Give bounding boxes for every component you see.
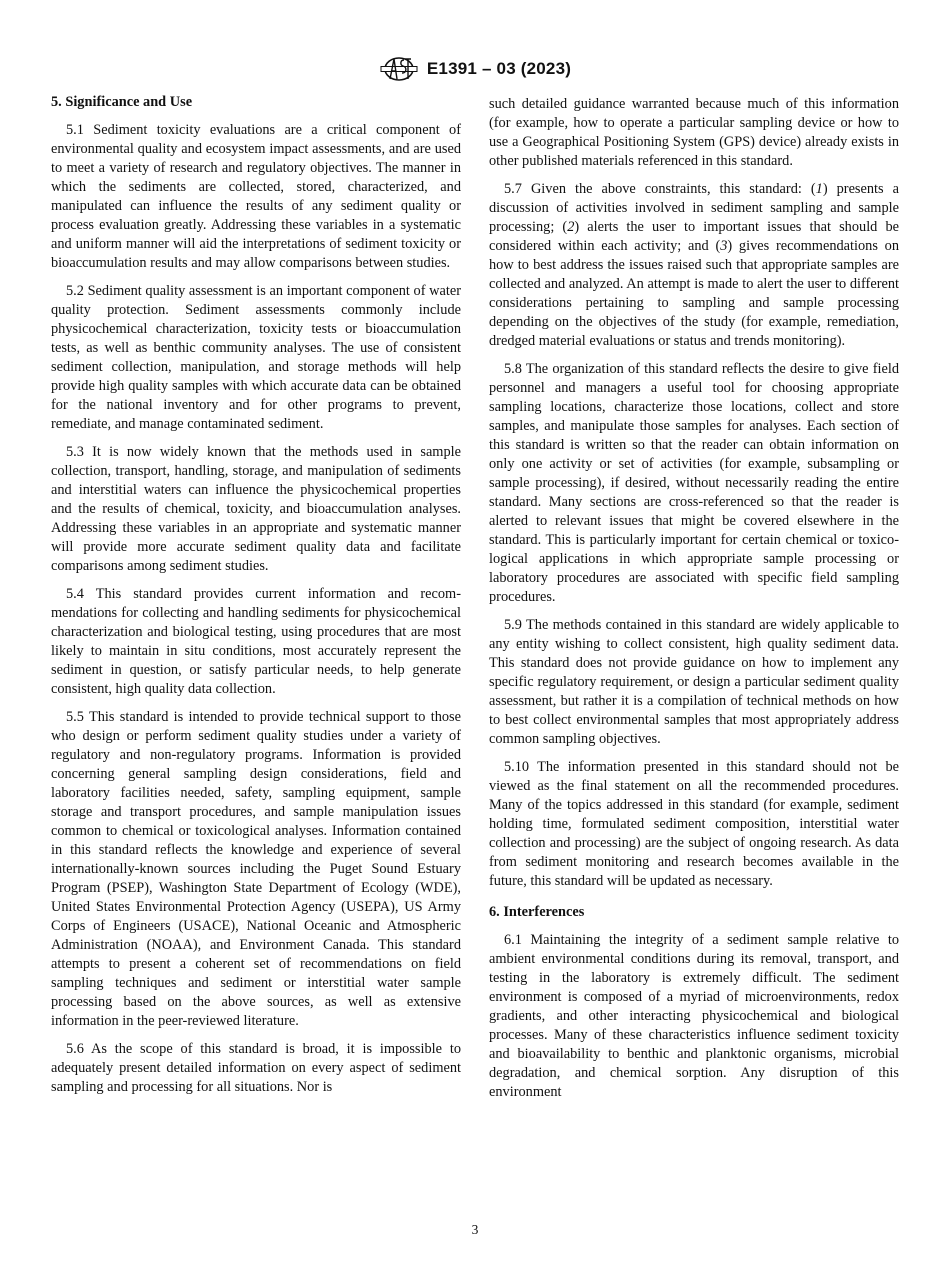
paragraph-5-6: 5.6 As the scope of this standard is broad, it is impossible to adequately present detailed information on every aspect of sediment sampling and processing for all situations. Nor is [51, 1041, 461, 1095]
astm-logo-icon [379, 54, 419, 84]
paragraph-5-9: 5.9 The methods contained in this standard are widely applicable to any entity wishing to collect consistent, high quality sediment data. This standard does not provide guidance on how to implement any specific regulatory requirement, or design a particular sediment quality assessment, but rather it is a compilation of technical methods on how to best collect environmental samples that most appropriately address common sampling objectives. [489, 617, 899, 747]
paragraph-5-1: 5.1 Sediment toxicity evaluations are a critical component of environmental quality and ecosystem impact assessments, and are used to meet a variety of research and regulatory objectives. The manner in which the sediments are collected, stored, characterized, and manipulated can influence the results of any sediment quality or process evaluation greatly. Addressing these variables in a systematic and uniform manner will aid the interpretations of sediment toxicity or bioaccumulation results and may allow comparisons between studies. [51, 122, 461, 271]
page-number: 3 [471, 1222, 479, 1237]
right-column [489, 95, 899, 1111]
paragraph-5-10: 5.10 The information presented in this standard should not be viewed as the final statement on all the recommended procedures. Many of the topics addressed in this standard (for example, sediment holding time, formulated sediment composition, interstitial water collection and processing) are the subject of ongoing research. As data from sediment monitoring and research becomes available in the future, this standard will be updated as necessary. [489, 759, 899, 889]
paragraph-6-1: 6.1 Maintaining the integrity of a sediment sample relative to ambient environmental conditions during its removal, transport, and testing in the laboratory is extremely difficult. The sediment environment is composed of a myriad of microenvironments, redox gradients, and other interacting physicochemical and biological processes. Many of these characteristics influence sediment toxicity and bioavailability to benthic and planktonic organisms, microbial degradation, and chemical sorption. Any disruption of this environment [489, 932, 899, 1100]
section-5-heading: 5. Significance and Use [51, 94, 193, 110]
paragraph-5-7: 5.7 Given the above constraints, this standard: (1) presents a discussion of activities involved in sediment sampling and sample processing; (2) alerts the user to important issues that should be considered within each activity; and (3) gives recommendations on how to best address the issues raised such that appropriate samples are collected and analyzed. An attempt is made to alert the user to different considerations pertaining to sampling and sample processing depending on the objectives of the study (for example, remediation, dredged material evaluations or status and trends monitoring). [489, 181, 900, 349]
page-header [0, 52, 950, 86]
left-column [51, 93, 461, 1106]
paragraph-5-3: 5.3 It is now widely known that the methods used in sample collection, transport, handling, storage, and manipulation of sediments and interstitial waters can influence the physicochemical properties and the results of chemical, toxicity, and bioaccumulation analyses. Addressing these variables in an appropriate and systematic manner will provide more accurate sediment quality data and facilitate comparisons among sediment studies. [51, 444, 461, 574]
paragraph-5-5: 5.5 This standard is intended to provide technical support to those who design or perform sediment quality studies under a variety of regulatory and non-regulatory programs. Information is provided concerning general sampling design considerations, field and laboratory facilities needed, safety, sampling equipment, sample storage and transport procedures, and sample manipulation issues common to chemical or toxicological analyses. Information contained in this standard reflects the knowledge and experience of several internationally-known sources including the Puget Sound Estuary Program (PSEP), Washington State Department of Ecology (WDE), United States Environmental Protection Agency (USEPA), US Army Corps of Engineers (USACE), National Oceanic and Atmospheric Administration (NOAA), and Environment Canada. This standard attempts to present a coherent set of recommendations on field sampling techniques and sediment or interstitial water sample processing based on the above sources, as well as extensive information in the peer-reviewed literature. [51, 709, 461, 1029]
paragraph-5-6-continued: such detailed guidance warranted because much of this information (for example, how to operate a particular sampling device or how to use a Geographical Positioning System (GPS) device) already exists in other published materials referenced in this standard. [489, 96, 899, 169]
paragraph-5-8: 5.8 The organization of this standard reflects the desire to give field personnel and managers a useful tool for choosing appropriate sampling locations, characterize those locations, collect and store samples, and manipulate those samples for analyses. Each section of this standard is written so that the reader can obtain information on only one activity or set of activities (for example, subsampling or sample processing), if desired, without necessarily reading the entire standard. Many sections are cross-referenced so that the reader is alerted to relevant issues that might be covered elsewhere in the standard. This is particularly important for certain chemical or toxicological applications in which appropriate sample processing or laboratory procedures are associated with specific field sampling procedures. [489, 361, 899, 605]
paragraph-5-4: 5.4 This standard provides current information and recommendations for collecting and handling sediments for physicochemical characterization and biological testing, using procedures that are most likely to maintain in situ conditions, most accurately represent the sediment in question, or satisfy particular needs, to help generate consistent, high quality data collection. [51, 586, 461, 697]
standard-designation: E1391 – 03 (2023) [426, 59, 572, 78]
paragraph-5-2: 5.2 Sediment quality assessment is an important component of water quality protection. Sediment assessments commonly include physicochemical characterization, toxicity tests or bioaccumulation tests, as well as benthic community analyses. The use of consistent sediment collection, manipulation, and storage methods will help provide high quality samples with which accurate data can be obtained for the national inventory and for other programs to prevent, remediate, and manage contaminated sediment. [51, 283, 461, 432]
section-6-heading: 6. Interferences [489, 904, 585, 920]
